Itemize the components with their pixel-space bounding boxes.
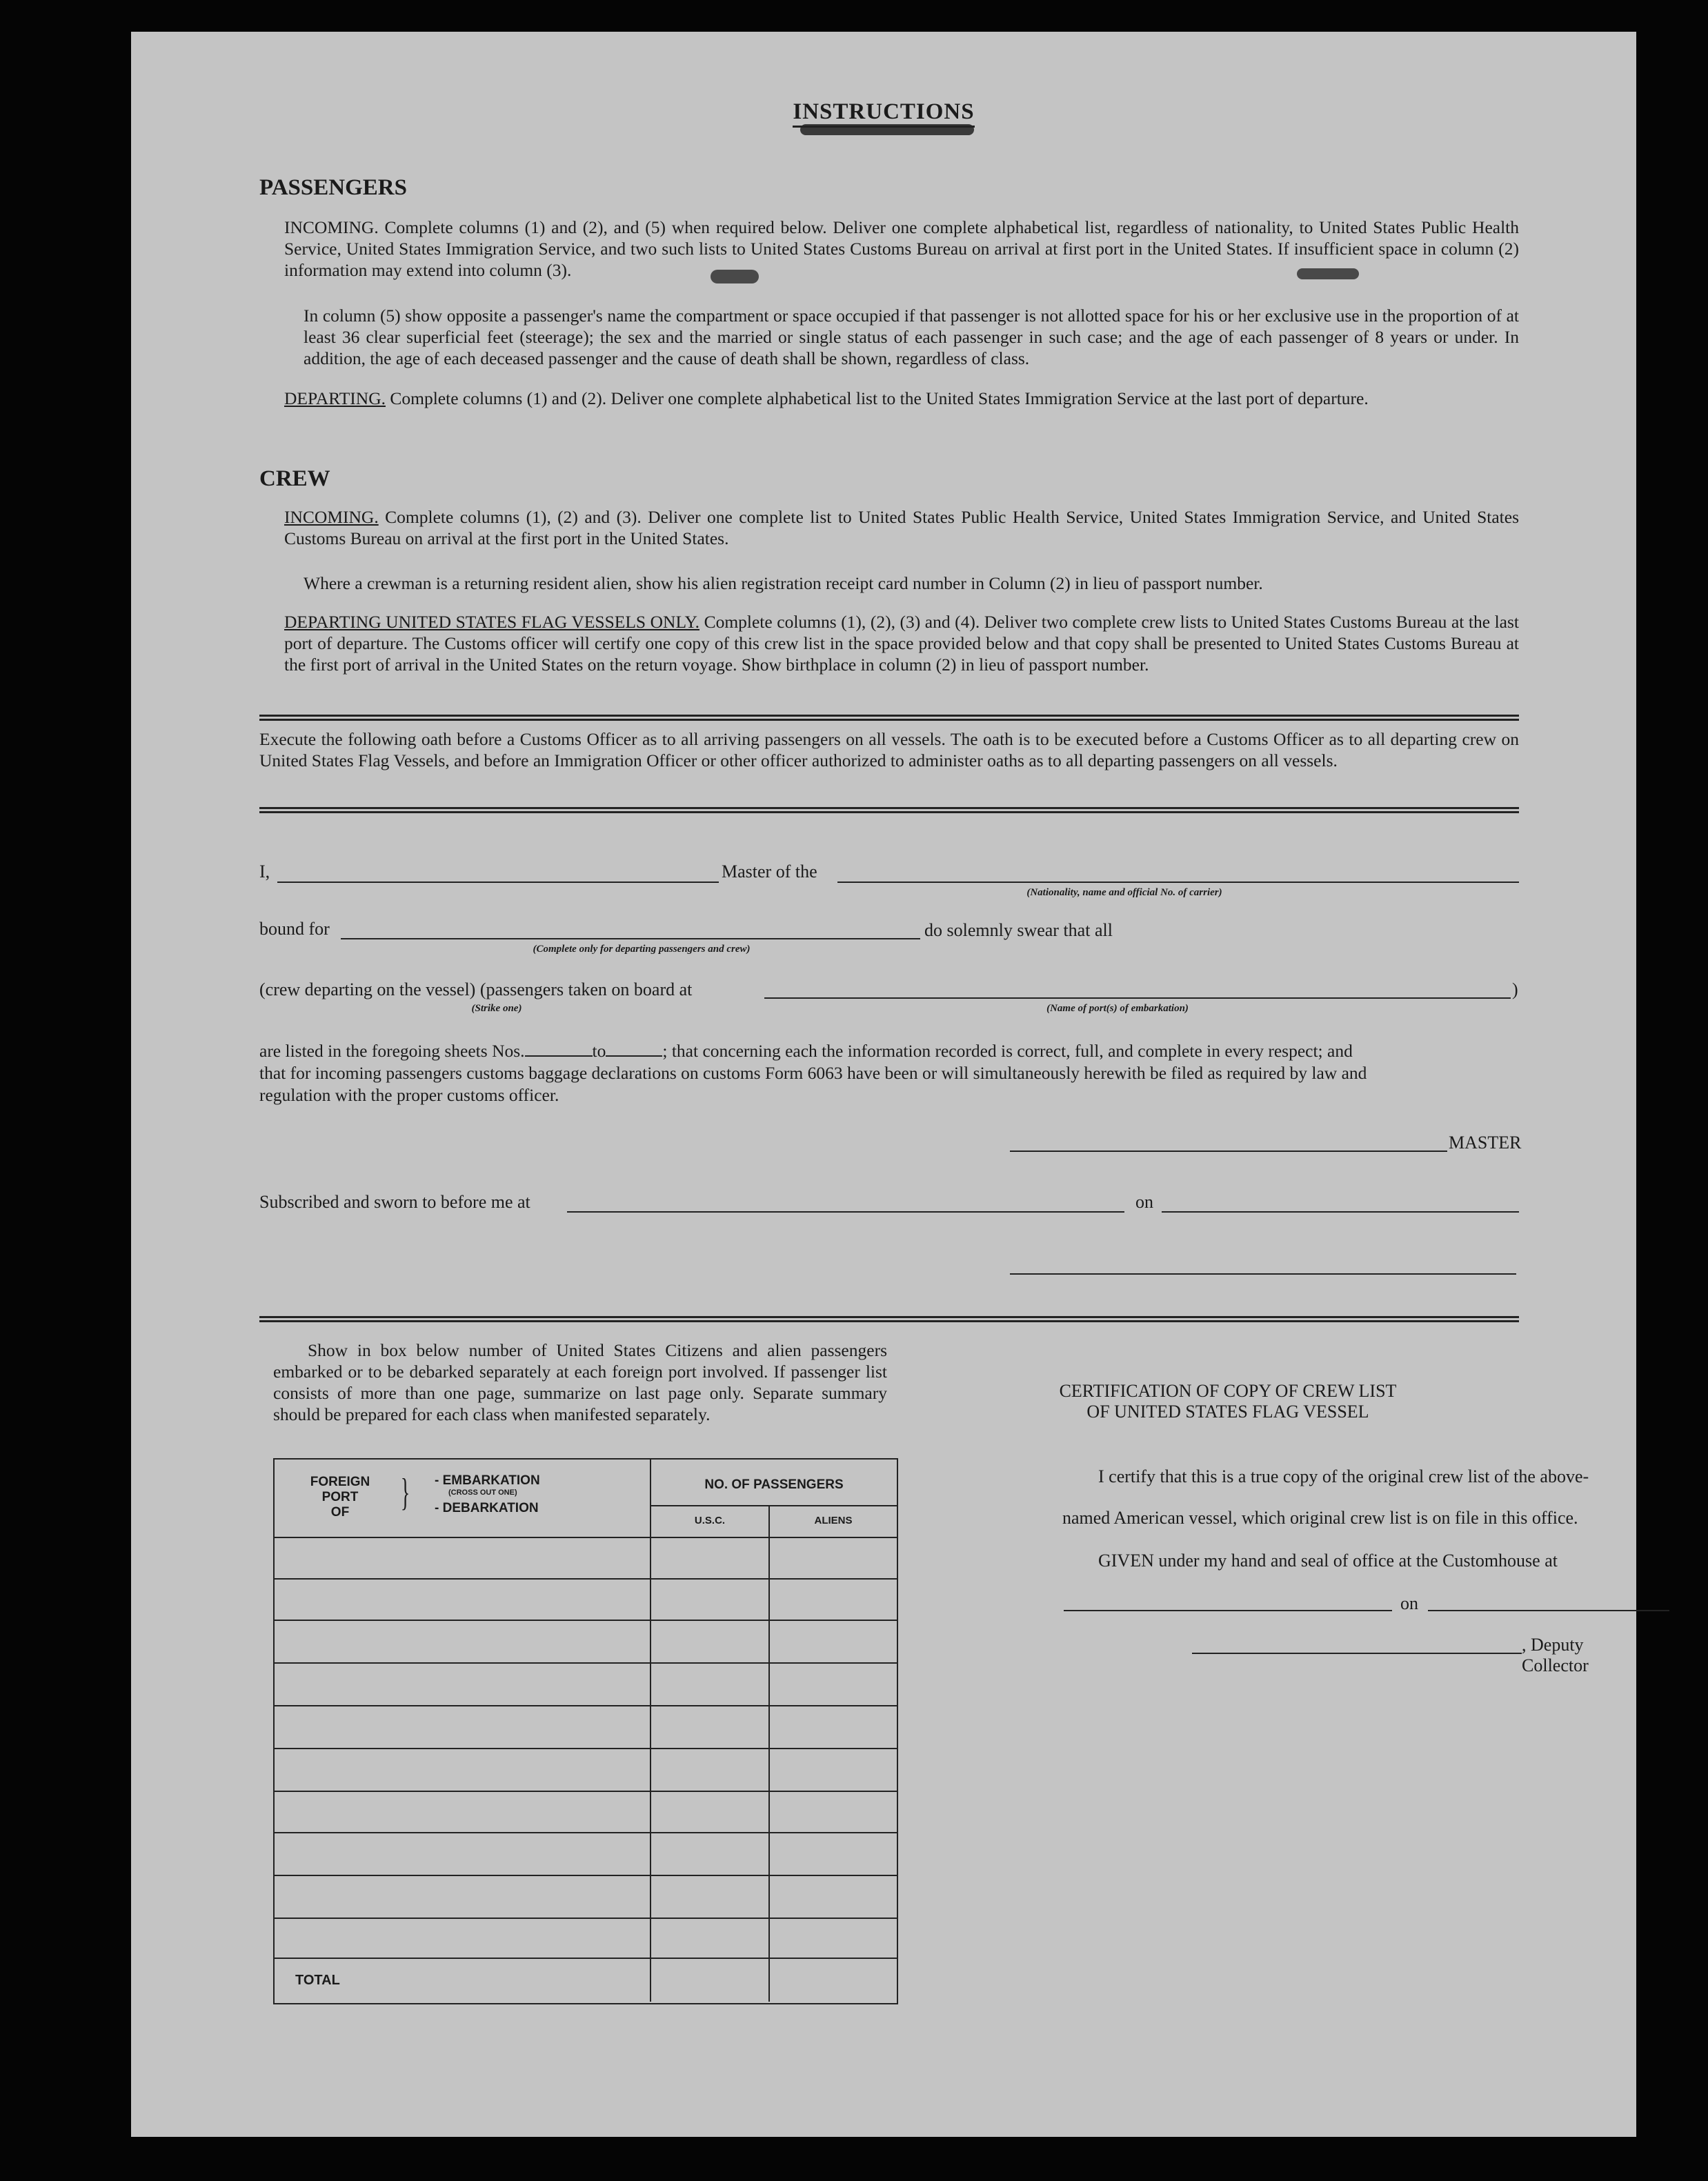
sheet-from-field[interactable] (525, 1055, 593, 1057)
deputy-collector-label: , Deputy Collector (1522, 1635, 1589, 1675)
table-divider (275, 1875, 897, 1876)
passengers-departing-label: DEPARTING. (284, 388, 386, 408)
ink-smudge (711, 270, 759, 283)
subscribed-on-label: on (1135, 1192, 1153, 1212)
swear-text: do solemnly swear that all (924, 920, 1113, 940)
table-divider (768, 1505, 770, 2002)
header-debarkation: - DEBARKATION (435, 1501, 539, 1515)
deputy-collector-signature-field[interactable] (1192, 1653, 1522, 1654)
passengers-incoming-text: Complete columns (1) and (2), and (5) when required below. Deliver one complete alphabetical list, regardless of nationality, to United States Public Health Service, United States Immigration Service, and two such lists to United States Customs Bureau on arrival at first port in the United States. If insufficient space in column (2) information may extend into column (3). (284, 217, 1519, 280)
close-paren: ) (1512, 979, 1518, 999)
crew-departing-text: Complete columns (1), (2), (3) and (4). Deliver two complete crew lists to United States Customs Bureau at the last port of departure. The Customs officer will certify one copy of this crew list in the space provided below and that copy shall be presented to United States Customs Bureau at the first port of arrival in the United States on the return voyage. Show birthplace in column (2) in lieu of passport number. (284, 612, 1520, 675)
master-of-the-label: Master of the (722, 862, 817, 882)
table-divider (275, 1958, 897, 1959)
passengers-column5: In column (5) show opposite a passenger's name the compartment or space occupied if that passenger is not allotted space for his or her exclusive use in the proportion of at least 36 clear superficial feet (steerage); the sex and the married or single status of each passenger in such case; and the age of each passenger of 8 years or under. In addition, the age of each deceased passenger and the cause of death shall be shown, regardless of class. (304, 306, 1519, 368)
no-of-passengers-header: NO. OF PASSENGERS (704, 1477, 844, 1492)
ports-caption: (Name of port(s) of embarkation) (1046, 1003, 1189, 1014)
passengers-departing-text: Complete columns (1) and (2). Deliver one complete alphabetical list to the United States Immigration Service at the last port of departure. (390, 388, 1369, 408)
header-foreign: FOREIGN (310, 1475, 370, 1489)
crew-departing-text: (crew departing on the vessel) (passengers taken on board at (259, 979, 693, 999)
usc-header: U.S.C. (694, 1515, 726, 1526)
table-divider (275, 1918, 897, 1919)
header-port: PORT (321, 1490, 359, 1504)
listed-text-b: ; that concerning each the information recorded is correct, full, and complete in every respect; and (662, 1041, 1353, 1061)
table-divider (275, 1537, 897, 1538)
crew-departing-label: DEPARTING UNITED STATES FLAG VESSELS ONLY. (284, 612, 700, 632)
certification-heading-line2: OF UNITED STATES FLAG VESSEL (1086, 1402, 1369, 1422)
listed-line-3: regulation with the proper customs officer. (259, 1085, 559, 1105)
total-label: TOTAL (295, 1973, 340, 1988)
certify-line-2: named American vessel, which original crew list is on file in this office. (1062, 1508, 1578, 1528)
passengers-heading: PASSENGERS (259, 175, 407, 200)
divider (259, 1316, 1519, 1322)
divider (259, 807, 1519, 813)
certification-heading (1014, 1381, 1442, 1422)
customhouse-field[interactable] (1064, 1610, 1392, 1611)
aliens-header: ALIENS (814, 1515, 853, 1526)
ink-smudge (1297, 268, 1359, 279)
master-name-field[interactable] (277, 882, 719, 883)
header-embarkation: - EMBARKATION (435, 1473, 540, 1488)
passenger-summary-table (273, 1458, 898, 2004)
given-text: GIVEN under my hand and seal of office at the Customhouse at (1098, 1551, 1558, 1571)
table-divider (275, 1620, 897, 1621)
master-signature-field[interactable] (1010, 1151, 1447, 1152)
divider (259, 715, 1519, 721)
sheet-to-field[interactable] (606, 1055, 662, 1057)
crew-heading: CREW (259, 466, 330, 491)
bound-for-field[interactable] (341, 938, 920, 939)
table-divider (650, 1460, 651, 2002)
strike-one-caption: (Strike one) (471, 1003, 522, 1014)
form-page (131, 32, 1636, 2137)
table-divider (275, 1748, 897, 1749)
certification-on-label: on (1400, 1593, 1418, 1613)
listed-to: to (592, 1041, 606, 1061)
table-divider (275, 1578, 897, 1580)
certification-heading-line1: CERTIFICATION OF COPY OF CREW LIST (1059, 1381, 1397, 1401)
table-divider (651, 1505, 897, 1506)
bound-for-label: bound for (259, 919, 330, 939)
oath-i-label: I, (259, 862, 270, 882)
passengers-departing (284, 388, 1519, 409)
foreign-port-of-header (295, 1475, 385, 1520)
table-divider (275, 1791, 897, 1792)
crew-incoming-text: Complete columns (1), (2) and (3). Deliver one complete list to United States Public Health Service, United States Immigration Service, and United States Customs Bureau on arrival at the first port in the United States. (284, 507, 1520, 548)
header-of: OF (330, 1505, 350, 1520)
port-of-embarkation-field[interactable] (764, 997, 1511, 999)
listed-line-2: that for incoming passengers customs baggage declarations on customs Form 6063 have been or will simultaneously herewith be filed as required by law and (259, 1063, 1367, 1083)
subscribed-label: Subscribed and sworn to before me at (259, 1192, 530, 1212)
officer-signature-field[interactable] (1010, 1273, 1516, 1275)
crew-incoming (284, 506, 1519, 549)
carrier-field[interactable] (837, 882, 1519, 883)
table-divider (275, 1832, 897, 1833)
complete-only-caption: (Complete only for departing passengers and crew) (533, 944, 751, 955)
header-cross-out: (CROSS OUT ONE) (448, 1488, 517, 1497)
oath-intro: Execute the following oath before a Customs Officer as to all arriving passengers on all vessels. The oath is to be executed before a Customs Officer as to all departing crew on United States Flag Vessels, and before an Immigration Officer or other officer authorized to administer oaths as to all departing passengers on all vessels. (259, 729, 1519, 770)
crew-departing (284, 611, 1519, 675)
passengers-incoming-label: INCOMING. (284, 217, 379, 237)
subscribed-place-field[interactable] (567, 1211, 1124, 1213)
crew-incoming-label: INCOMING. (284, 507, 379, 527)
table-divider (275, 1705, 897, 1706)
page-title: INSTRUCTIONS (131, 99, 1636, 125)
listed-line-1 (259, 1040, 1529, 1062)
crew-resident-alien: Where a crewman is a returning resident alien, show his alien registration receipt card number in Column (2) in lieu of passport number. (304, 573, 1263, 593)
listed-text-a: are listed in the foregoing sheets Nos. (259, 1041, 525, 1061)
brace-icon: } (400, 1471, 410, 1514)
nationality-caption: (Nationality, name and official No. of carrier) (1026, 887, 1222, 898)
ink-smudge (800, 124, 974, 135)
summary-instructions: Show in box below number of United States Citizens and alien passengers embarked or to be debarked separately at each foreign port involved. If passenger list consists of more than one page, summarize on last page only. Separate summary should be prepared for each class when manifested separately. (273, 1340, 887, 1424)
certification-date-field[interactable] (1428, 1610, 1669, 1611)
certify-line-1: I certify that this is a true copy of the original crew list of the above- (1098, 1466, 1589, 1486)
table-divider (275, 1662, 897, 1664)
subscribed-date-field[interactable] (1162, 1211, 1519, 1213)
master-label: MASTER (1449, 1133, 1522, 1153)
